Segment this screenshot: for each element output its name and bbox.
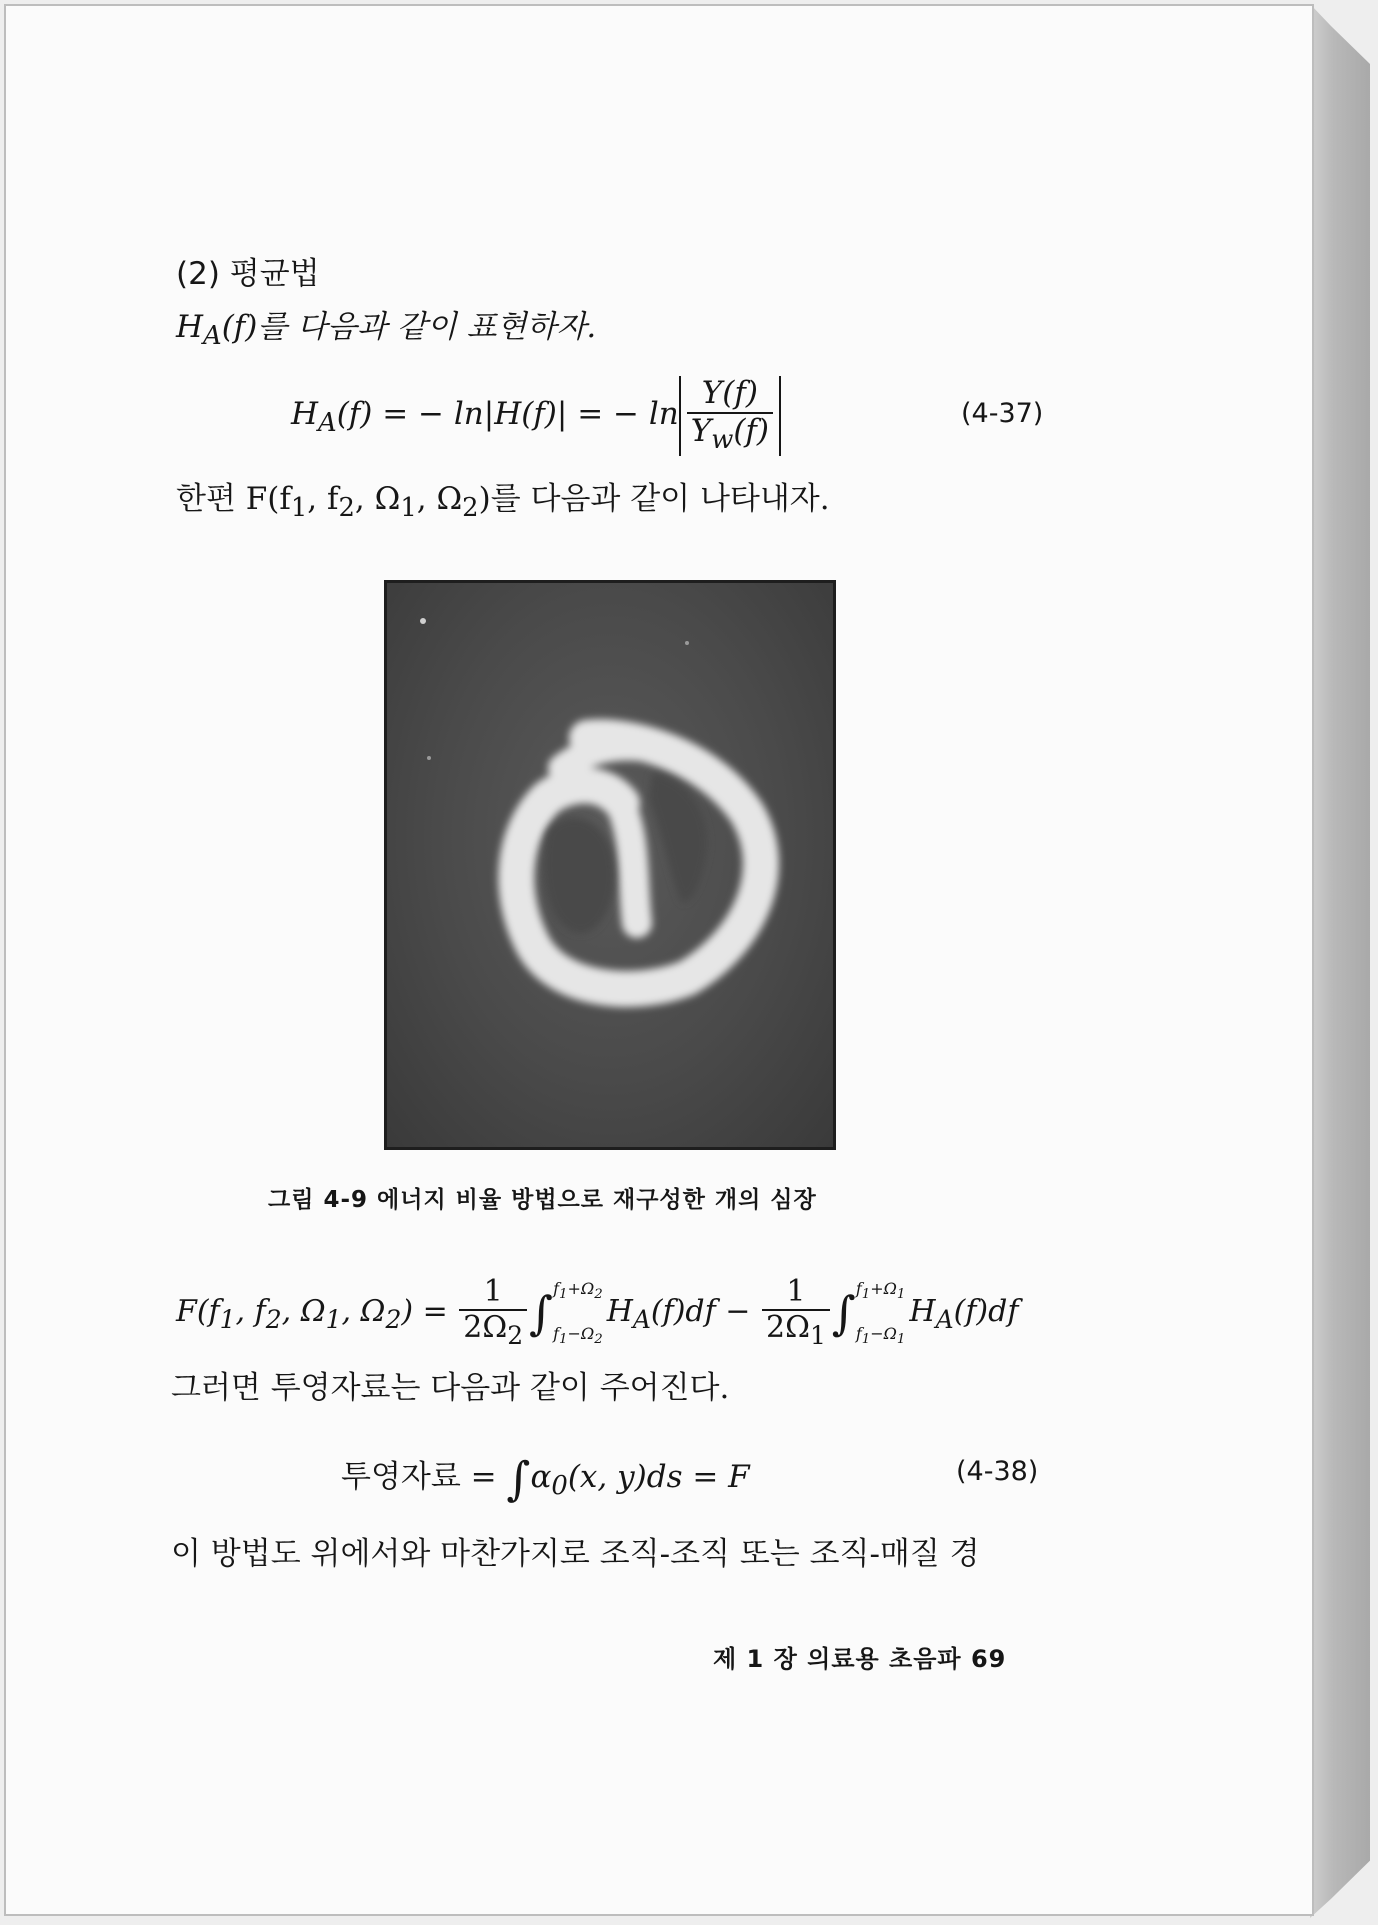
heart-image xyxy=(387,583,833,1147)
body-text-line: $H_A(f)$를 다음과 같이 표현하자. xyxy=(176,309,597,352)
book-page-edge xyxy=(1310,4,1370,1918)
figure-caption: 그림 4-9 에너지 비율 방법으로 재구성한 개의 심장 xyxy=(268,1187,817,1213)
integral-sign: ∫ xyxy=(831,1285,856,1340)
body-text-line: 한편 $F(f_1$, $f_2$, $\Omega_1$, $\Omega_2$)를 다음과 같이 나타내자. xyxy=(176,481,830,524)
body-text-line: 그러면 투영자료는 다음과 같이 주어진다. xyxy=(171,1370,730,1406)
equation-number: (4-37) xyxy=(961,398,1044,429)
equation-4-37: $H_A(f)$ = − ln|H(f)| = − ln $\frac{Y(f)}{Y_w(f)}$ xyxy=(291,376,781,456)
figure-dog-heart-reconstruction xyxy=(384,580,836,1150)
integral-sign: ∫ xyxy=(529,1285,554,1340)
section-heading: (2) 평균법 xyxy=(176,256,320,292)
equation-4-38: 투영자료 = $\int\alpha_0(x$, y)ds = F xyxy=(341,1451,750,1506)
integral-sign: ∫ xyxy=(506,1451,531,1506)
page-footer: 제 1 장 의료용 초음파 69 xyxy=(713,1645,1007,1673)
equation-number: (4-38) xyxy=(956,1456,1039,1487)
body-text-line: 이 방법도 위에서와 마찬가지로 조직-조직 또는 조직-매질 경 xyxy=(171,1536,980,1572)
document-page xyxy=(4,4,1314,1916)
equation-F: $F(f_1$, $f_2$, $\Omega_1$, $\Omega_2$) = $\frac{1}{2\Omega_2}$ ∫ $f_1+\Omega_2$ $f_1-\Omega_2$ $H_A(f)df$ − $\frac{1}{2\Omega_1}$ ∫ $f_1+\Omega_1$ $f_1-\Omega_1$ $H_A(f)df$ xyxy=(176,1273,1019,1351)
